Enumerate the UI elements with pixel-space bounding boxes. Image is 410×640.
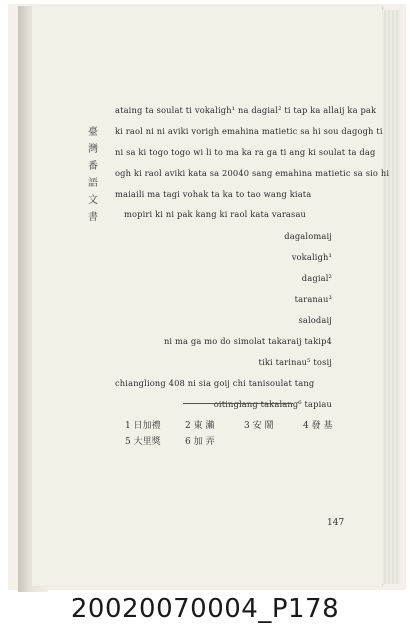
right-line-3: dagial² <box>301 273 332 283</box>
footnote-5: 5 大里獎 <box>125 437 161 447</box>
text-line-1: ataing ta soulat ti vokaligh¹ na dagial² ti tap ka allaij ka pak <box>115 105 377 115</box>
right-line-4: taranau³ <box>294 294 332 304</box>
footnote-6: 6 加 弄 <box>185 437 215 447</box>
right-line-1: dagalomaij <box>284 231 332 241</box>
text-line-3: ni sa ki togo togo wi li to ma ka ra ga ti ang ki soulat ta dag <box>115 147 376 157</box>
text-line-5: maiaili ma tagi vohak ta ka to tao wang kiata <box>115 189 312 199</box>
page-edges <box>382 10 400 584</box>
footnote-2: 2 東 瀨 <box>185 421 215 431</box>
footnote-4: 4 發 基 <box>303 421 333 431</box>
text-line-4: ogh ki raol aviki kata sa 20040 sang emahina matietic sa sio hi <box>115 168 390 178</box>
right-line-5: salodaij <box>298 315 332 325</box>
side-title: 臺灣番語文書 <box>88 127 98 223</box>
right-line-7: tiki tarinau⁵ tosij <box>258 357 332 367</box>
image-caption: 20020070004_P178 <box>70 594 340 624</box>
right-line-2: vokaligh¹ <box>291 252 332 262</box>
page-number: 147 <box>327 518 345 528</box>
right-line-oij: oitinglang takalang⁶ tapiau <box>213 399 332 409</box>
right-line-6: ni ma ga mo do simolat takaraij takip4 <box>163 336 332 346</box>
text-line-chiang: chiangliong 408 ni sia goij chi tanisoulat tang <box>115 378 315 388</box>
footnote-3: 3 安 鬧 <box>244 421 274 431</box>
text-line-2: ki raol ni ni aviki vorigh emahina matietic sa hi sou dagogh ti <box>115 126 383 136</box>
footnote-rule <box>183 403 293 404</box>
footnote-1: 1 日加禮 <box>125 421 161 431</box>
text-line-6: mopiri ki ni pak kang ki raol kata varasau <box>124 209 307 219</box>
